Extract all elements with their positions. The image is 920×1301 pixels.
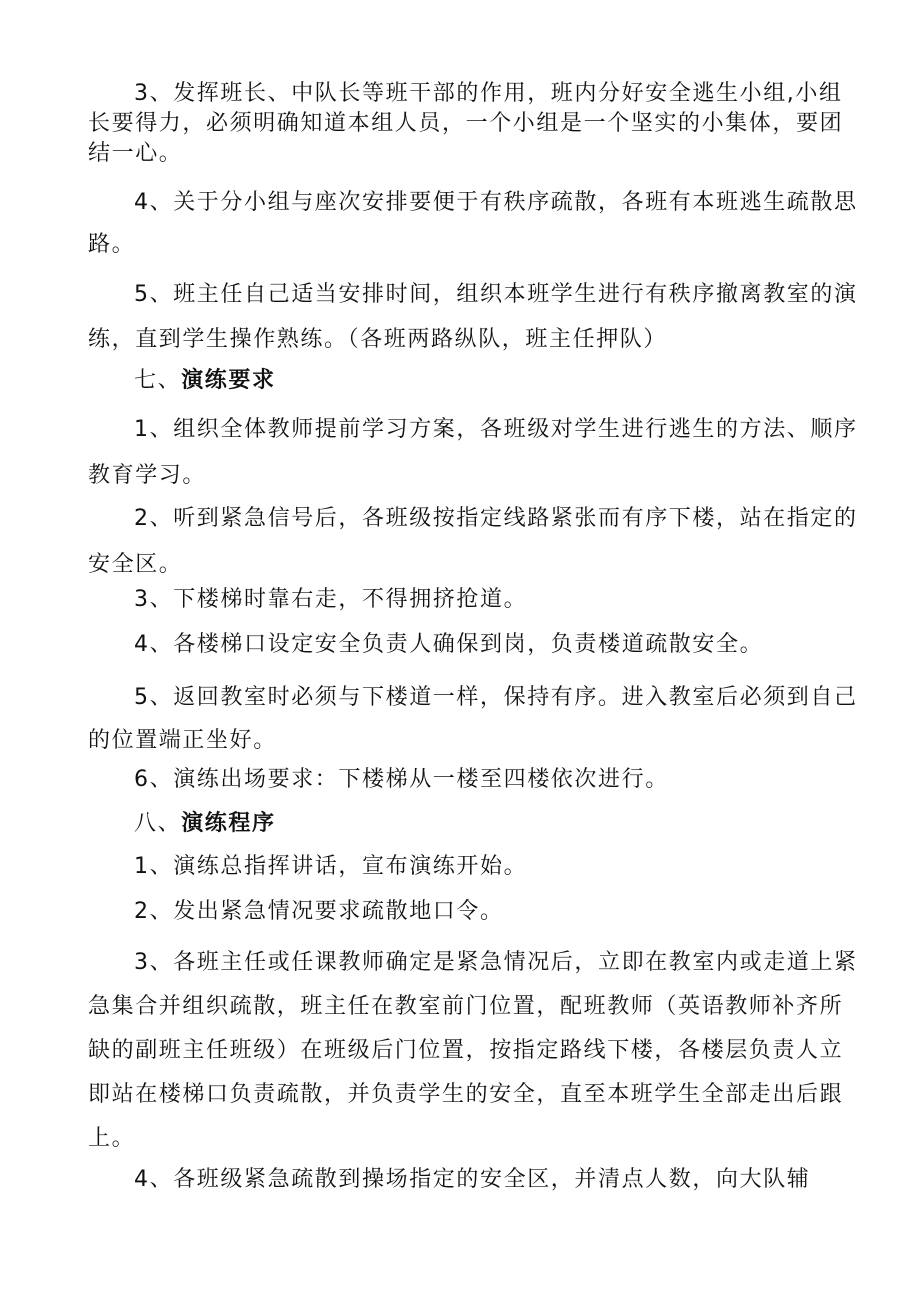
requirement-1: [88, 407, 858, 499]
heading-number: 七、: [134, 368, 182, 393]
requirement-4: [88, 630, 848, 659]
requirement-6: [88, 765, 848, 794]
text-line: 5、班主任自己适当安排时间，组织本班学生进行有秩序撤离教室的演: [134, 282, 858, 307]
text-line: 的位置端正坐好。: [88, 728, 277, 753]
text-line: 结一心。: [88, 141, 183, 166]
text-line: 4、各楼梯口设定安全负责人确保到岗，负责楼道疏散安全。: [134, 632, 764, 657]
procedure-step-3: [88, 941, 858, 1161]
text-line: 长要得力，必须明确知道本组人员，一个小组是一个坚实的小集体，要团: [88, 111, 844, 136]
text-line: 6、演练出场要求：下楼梯从一楼至四楼依次进行。: [134, 767, 669, 792]
text-line: 2、听到紧急信号后，各班级按指定线路紧张而有序下楼，站在指定的: [134, 506, 858, 531]
paragraph-4: [88, 182, 858, 266]
text-line: 安全区。: [88, 552, 183, 577]
requirement-3: [88, 585, 848, 614]
procedure-step-1: [88, 852, 848, 881]
paragraph-5: [88, 272, 858, 362]
text-line: 3、各班主任或任课教师确定是紧急情况后，立即在教室内或走道上紧: [134, 950, 858, 975]
paragraph-3: [88, 79, 848, 169]
procedure-step-2: [88, 897, 848, 926]
text-line: 4、关于分小组与座次安排要便于有秩序疏散，各班有本班逃生疏散思: [134, 190, 858, 215]
requirement-5: [88, 676, 858, 762]
text-line: 5、返回教室时必须与下楼道一样，保持有序。进入教室后必须到自己: [134, 685, 858, 710]
heading-title: 演练要求: [181, 368, 276, 393]
section-heading-7: [88, 366, 894, 396]
section-heading-8: [88, 809, 894, 838]
text-line: 上。: [88, 1126, 136, 1151]
text-line: 1、演练总指挥讲话，宣布演练开始。: [134, 854, 528, 879]
requirement-2: [88, 496, 858, 588]
text-line: 3、发挥班长、中队长等班干部的作用，班内分好安全逃生小组,小组: [134, 81, 843, 106]
procedure-step-4: [88, 1165, 848, 1194]
text-line: 缺的副班主任班级）在班级后门位置，按指定路线下楼，各楼层负责人立: [88, 1038, 844, 1063]
text-line: 练，直到学生操作熟练。（各班两路纵队，班主任押队）: [88, 327, 668, 352]
heading-title: 演练程序: [181, 811, 276, 836]
text-line: 4、各班级紧急疏散到操场指定的安全区，并清点人数，向大队辅: [134, 1167, 811, 1192]
text-line: 路。: [88, 232, 136, 257]
text-line: 2、发出紧急情况要求疏散地口令。: [134, 899, 504, 924]
text-line: 教育学习。: [88, 463, 207, 488]
text-line: 急集合并组织疏散，班主任在教室前门位置，配班教师（英语教师补齐所: [88, 994, 844, 1019]
text-line: 3、下楼梯时靠右走，不得拥挤抢道。: [134, 587, 528, 612]
text-line: 1、组织全体教师提前学习方案，各班级对学生进行逃生的方法、顺序: [134, 417, 858, 442]
text-line: 即站在楼梯口负责疏散，并负责学生的安全，直至本班学生全部走出后跟: [88, 1082, 844, 1107]
heading-number: 八、: [134, 811, 182, 836]
